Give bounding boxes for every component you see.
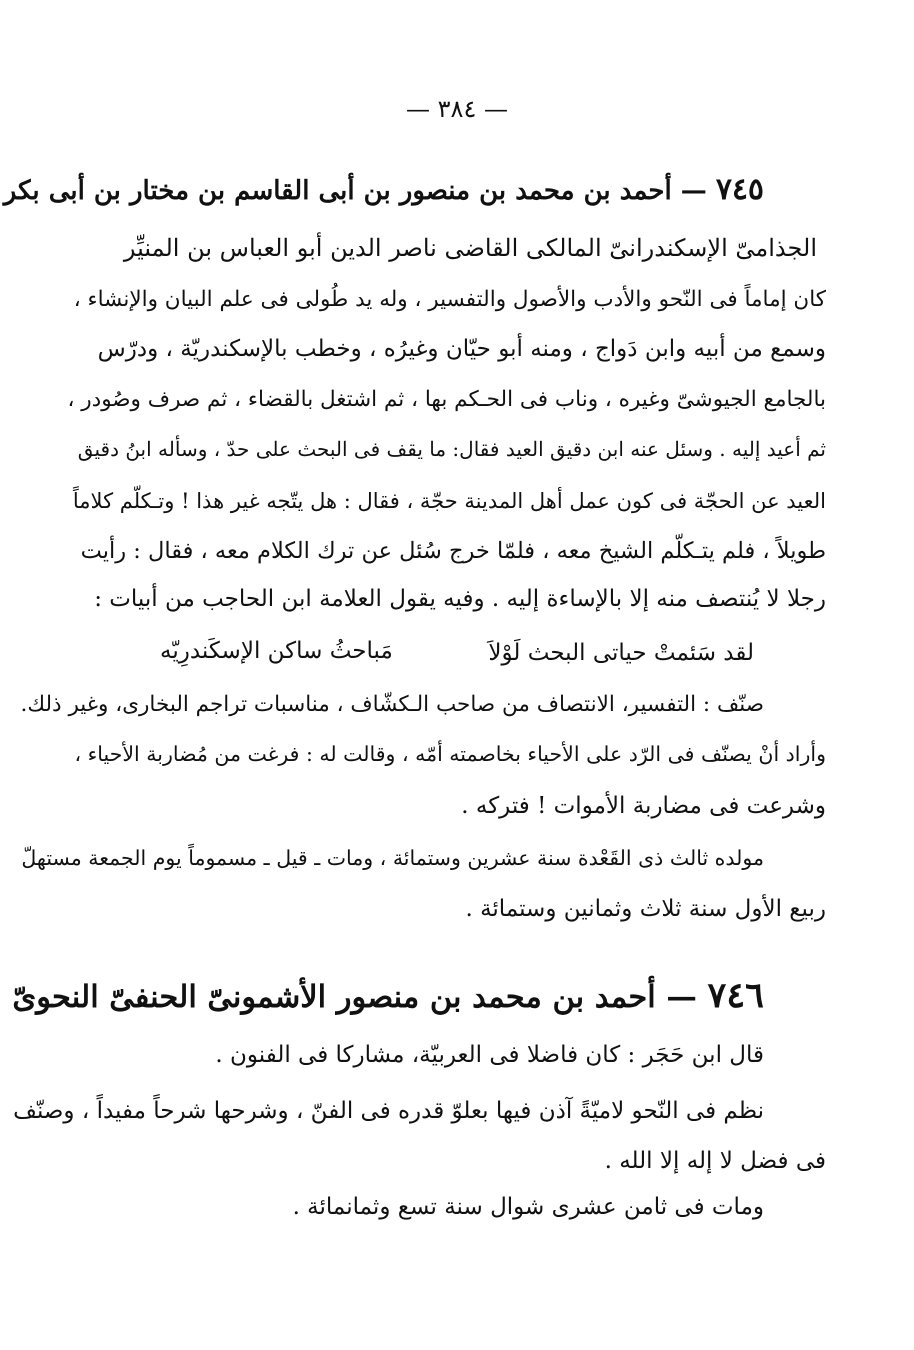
entry-745-line: وشرعت فى مضاربة الأموات ! فتركه . xyxy=(461,793,826,819)
entry-746-line: قال ابن حَجَر : كان فاضلا فى العربيّة، مشاركا فى الفنون . xyxy=(215,1042,764,1068)
entry-745-heading xyxy=(3,172,764,207)
entry-745-number: ٧٤٥ xyxy=(715,172,764,207)
entry-745-line: ربيع الأول سنة ثلاث وثمانين وستمائة . xyxy=(465,896,826,922)
entry-745-line: طويلاً ، فلم يتـكلّم الشيخ معه ، فلمّا خرج سُئل عن ترك الكلام معه ، فقال : رأيت xyxy=(80,538,826,564)
entry-746-number: ٧٤٦ xyxy=(707,975,764,1016)
entry-745-line: وأراد أنْ يصنّف فى الرّد على الأحياء بخاصمته أمّه ، وقالت له : فرغت من مُضاربة الأحياء ، xyxy=(74,742,826,766)
entry-745-name-line1: أحمد بن محمد بن منصور بن أبى القاسم بن مختار بن أبى بكر xyxy=(3,176,672,206)
entry-745-dash: — xyxy=(680,176,707,206)
entry-746-line: فى فضل لا إله إلا الله . xyxy=(604,1148,826,1174)
entry-745-line: ثم أعيد إليه . وسئل عنه ابن دقيق العيد فقال: ما يقف فى البحث على حدّ ، وسأله ابنُ دقيق xyxy=(77,437,826,461)
entry-745-line: بالجامع الجيوشىّ وغيره ، وناب فى الحـكم بها ، ثم اشتغل بالقضاء ، ثم صرف وصُودر ، xyxy=(67,387,826,412)
entry-745-line: صنّف : التفسير، الانتصاف من صاحب الـكشّاف ، مناسبات تراجم البخارى، وغير ذلك. xyxy=(20,692,764,717)
entry-745-line: وسمع من أبيه وابن دَواج ، ومنه أبو حيّان وغيرُه ، وخطب بالإسكندريّة ، ودرّس xyxy=(97,336,826,362)
entry-746-line: نظم فى النّحو لاميّةً آذن فيها بعلوّ قدره فى الفنّ ، وشرحها شرحاً مفيداً ، وصنّف xyxy=(13,1098,764,1124)
entry-746-line: ومات فى ثامن عشرى شوال سنة تسع وثمانمائة . xyxy=(292,1194,764,1220)
entry-745-line: كان إماماً فى النّحو والأدب والأصول والتفسير ، وله يد طُولى فى علم البيان والإنشاء ، xyxy=(73,287,826,312)
ink-smudge xyxy=(318,880,428,902)
verse-hemistich-right: لقد سَئمتْ حياتى البحث لَوْلاَ xyxy=(488,640,754,666)
verse-hemistich-left: مَباحثُ ساكن الإسكَندرِيّه xyxy=(160,638,393,664)
entry-745-line: العيد عن الحجّة فى كون عمل أهل المدينة حجّة ، فقال : هل يتّجه غير هذا ! وتـكلّم كلاماً xyxy=(72,489,826,513)
entry-745-line: رجلا لا يُنتصف منه إلا بالإساءة إليه . وفيه يقول العلامة ابن الحاجب من أبيات : xyxy=(94,586,826,612)
entry-746-name: أحمد بن محمد بن منصور الأشمونىّ الحنفىّ النحوىّ xyxy=(12,979,656,1015)
entry-746-dash: — xyxy=(666,979,697,1015)
page-number: — ٣٨٤ — xyxy=(406,95,508,123)
entry-746-heading xyxy=(12,975,764,1016)
entry-745-line: مولده ثالث ذى القَعْدة سنة عشرين وستمائة ، ومات ـ قيل ـ مسموماً يوم الجمعة مستهلّ xyxy=(21,846,764,870)
entry-745-name-line2: الجذامىّ الإسكندرانىّ المالكى القاضى ناصر الدين أبو العباس بن المنيِّر xyxy=(123,234,817,262)
